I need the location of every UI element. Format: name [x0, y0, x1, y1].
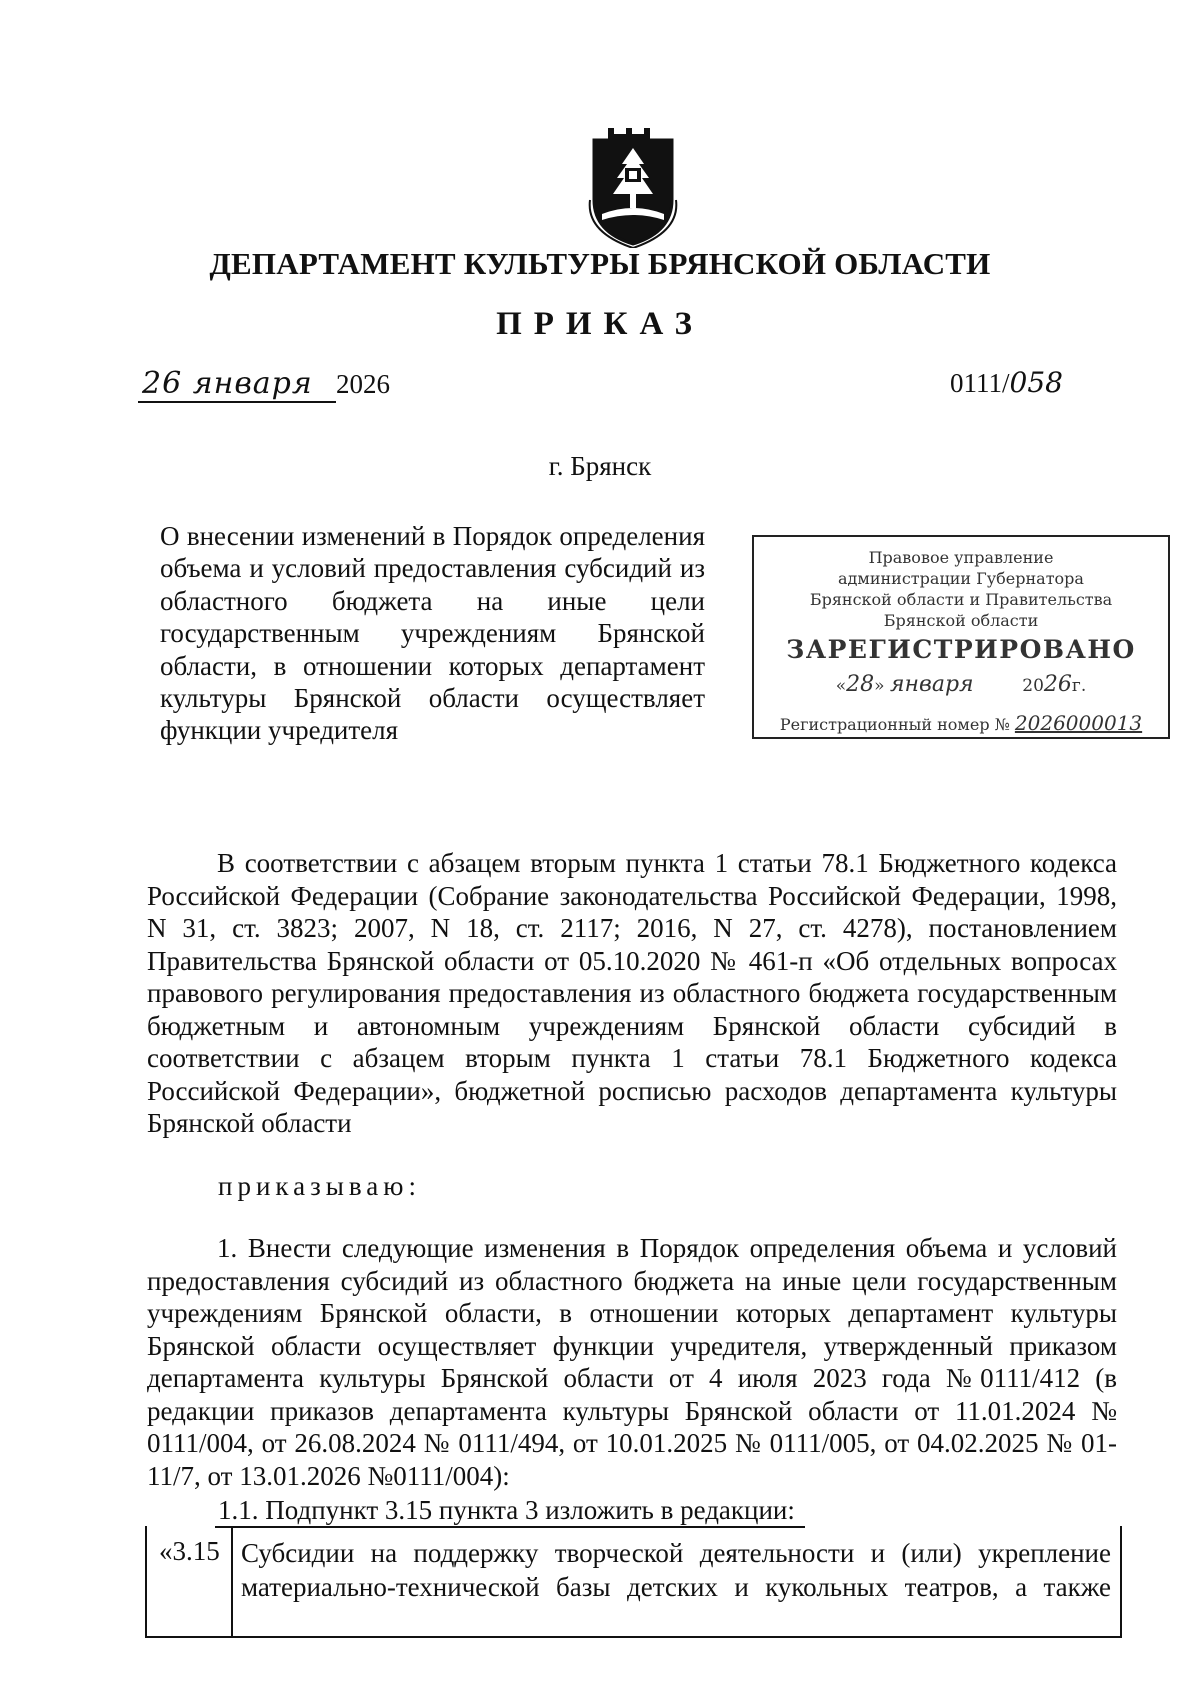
city: г. Брянск: [548, 451, 652, 481]
stamp-registered: ЗАРЕГИСТРИРОВАНО: [786, 635, 1136, 664]
stamp-reg-number-hand: 2026000013: [1014, 711, 1143, 735]
amendment-table: [145, 1526, 1122, 1638]
stamp-line: администрации Губернатора: [838, 569, 1084, 588]
subpoint-1-1: 1.1. Подпункт 3.15 пункта 3 изложить в редакции:: [218, 1495, 795, 1525]
table-row-text: Субсидии на поддержку творческой деятельности и (или) укрепление материально-технической базы детских и кукольных театров, а также: [241, 1538, 1111, 1602]
coat-of-arms-icon: [586, 128, 680, 248]
order-number-printed: 0111/: [950, 368, 1010, 398]
date-year: 2026: [336, 369, 390, 399]
stamp-line: Брянской области и Правительства: [809, 590, 1113, 609]
stamp-reg-label: Регистрационный номер №: [779, 715, 1010, 734]
stamp-date: [754, 672, 1168, 697]
stamp-date-day: 28: [846, 672, 875, 697]
table-row-number: «3.15: [147, 1526, 233, 1636]
order-number: [950, 366, 1063, 399]
stamp-date-open: «: [835, 676, 847, 696]
order-subject: О внесении изменений в Порядок определения объема и условий предоставления субсидий из областного бюджета на иные цели государственным учреждениям Брянской области, в отношении которых департамент культуры Брянской области осуществляет функции учредителя: [160, 521, 705, 746]
handwritten-date: 26 января: [138, 366, 336, 403]
point-1-paragraph: 1. Внести следующие изменения в Порядок определения объема и условий предоставления субсидий из областного бюджета на иные цели государственным учреждениям Брянской области, в отношении которых департамент культуры Брянской области осуществляет функции учредителя, утвержденный приказом департамента культуры Брянской области от 4 июля 2023 года №0111/412 (в редакции приказов департамента культуры Брянской области от 11.01.2024 № 0111/004, от 26.08.2024 № 0111/494, от 10.01.2025 № 0111/005, от 04.02.2025 № 01-11/7, от 13.01.2026 №0111/004):: [147, 1233, 1117, 1491]
department-name: ДЕПАРТАМЕНТ КУЛЬТУРЫ БРЯНСКОЙ ОБЛАСТИ: [209, 246, 991, 281]
stamp-line: Правовое управление: [868, 548, 1054, 567]
registration-stamp: [752, 535, 1170, 739]
stamp-date-suffix: г.: [1071, 676, 1087, 696]
stamp-date-year-prefix: 20: [1022, 676, 1044, 696]
document-type-title: ПРИКАЗ: [496, 306, 704, 342]
stamp-date-mid: »: [874, 676, 885, 696]
preamble-paragraph: В соответствии с абзацем вторым пункта 1 статьи 78.1 Бюджетного кодекса Российской Федерации (Собрание законодательства Российской Федерации, 1998, N 31, ст. 3823; 2007, N 18, ст. 2117; 2016, N 27, ст. 4278), постановлением Правительства Брянской области от 05.10.2020 № 461-п «Об отдельных вопросах правового регулирования предоставления из областного бюджета государственным бюджетным и автономным учреждениям Брянской области субсидий в соответствии с абзацем вторым пункта 1 статьи 78.1 Бюджетного кодекса Российской Федерации», бюджетной росписью расходов департамента культуры Брянской области: [147, 848, 1117, 1138]
stamp-line: Брянской области: [883, 611, 1039, 630]
stamp-date-month: января: [889, 672, 974, 697]
order-date: [138, 366, 390, 402]
order-word: приказываю:: [218, 1171, 421, 1201]
stamp-date-year-hand: 26: [1043, 672, 1072, 697]
order-number-handwritten: 058: [1009, 366, 1063, 399]
stamp-reg-number: [754, 711, 1168, 735]
